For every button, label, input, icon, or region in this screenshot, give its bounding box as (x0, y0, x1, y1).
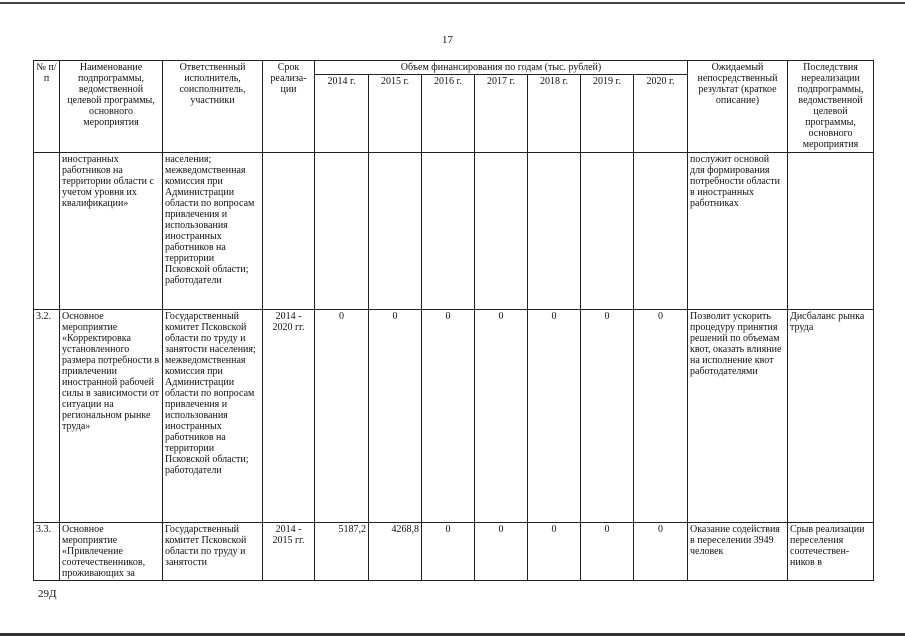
header-consequence: Последствия нереализации подпрограммы, ведомственной целевой программы, основного мероприятия (788, 61, 874, 153)
row-value: 0 (422, 310, 475, 523)
row-value (475, 153, 528, 310)
row-result: послужит основой для формирования потребности области в иностранных работниках (688, 153, 788, 310)
row-value: 0 (422, 523, 475, 581)
row-name: Основное мероприятие «Привлечение соотечественников, проживающих за (60, 523, 163, 581)
header-name: Наименование подпрограммы, ведомственной целевой программы, основного мероприятия (60, 61, 163, 153)
row-value: 0 (475, 310, 528, 523)
header-term: Срок реализа- ции (263, 61, 315, 153)
row-term: 2014 - 2015 гг. (263, 523, 315, 581)
row-value: 0 (528, 310, 581, 523)
header-funding: Объем финансирования по годам (тыс. рублей) (315, 61, 688, 75)
row-value (528, 153, 581, 310)
header-year: 2014 г. (315, 75, 369, 153)
row-executor: населения; межведомственная комиссия при Администрации области по вопросам привлечения и использования иностранных работников на территории Псковской области; работодатели (163, 153, 263, 310)
row-value (369, 153, 422, 310)
row-value: 0 (528, 523, 581, 581)
row-value: 0 (634, 310, 688, 523)
row-consequence (788, 153, 874, 310)
row-value: 0 (315, 310, 369, 523)
row-term (263, 153, 315, 310)
header-year: 2015 г. (369, 75, 422, 153)
row-executor: Государственный комитет Псковской области по труду и занятости населения; межведомственная комиссия при Администрации области по вопросам привлечения и использования иностранных работников на территории Псковской области; работодатели (163, 310, 263, 523)
row-value: 0 (475, 523, 528, 581)
header-executor: Ответственный исполнитель, соисполнитель, участники (163, 61, 263, 153)
footer-code: 29Д (38, 588, 57, 600)
row-value: 0 (369, 310, 422, 523)
row-executor: Государственный комитет Псковской области по труду и занятости (163, 523, 263, 581)
page-number: 17 (442, 34, 453, 46)
row-consequence: Дисбаланс рынка труда (788, 310, 874, 523)
scan-edge-top (0, 2, 905, 4)
row-result: Позволит ускорить процедуру принятия решений по объемам квот, оказать влияние на исполнение квот работодателями (688, 310, 788, 523)
row-value (581, 153, 634, 310)
program-table (33, 60, 874, 581)
row-term: 2014 - 2020 гг. (263, 310, 315, 523)
row-name: Основное мероприятие «Корректировка установленного размера потребности в привлечении иностранной рабочей силы в зависимости от ситуации на региональном рынке труда» (60, 310, 163, 523)
table-row (34, 523, 874, 581)
header-year: 2016 г. (422, 75, 475, 153)
header-year: 2020 г. (634, 75, 688, 153)
header-year: 2019 г. (581, 75, 634, 153)
row-value (315, 153, 369, 310)
row-consequence: Срыв реализации переселения соотечествен- ников в (788, 523, 874, 581)
scan-edge-bottom (0, 633, 905, 636)
row-value: 4268,8 (369, 523, 422, 581)
row-value: 0 (634, 523, 688, 581)
row-num (34, 153, 60, 310)
row-num: 3.2. (34, 310, 60, 523)
row-value: 0 (581, 523, 634, 581)
row-result: Оказание содействия в переселении 3949 человек (688, 523, 788, 581)
table-row (34, 310, 874, 523)
row-name: иностранных работников на территории области с учетом уровня их квалификации» (60, 153, 163, 310)
header-result: Ожидаемый непосредственный результат (краткое описание) (688, 61, 788, 153)
row-value (634, 153, 688, 310)
header-year: 2017 г. (475, 75, 528, 153)
header-row-1 (34, 61, 874, 75)
table-row (34, 153, 874, 310)
row-value (422, 153, 475, 310)
row-value: 0 (581, 310, 634, 523)
header-num: № п/п (34, 61, 60, 153)
row-value: 5187,2 (315, 523, 369, 581)
header-year: 2018 г. (528, 75, 581, 153)
row-num: 3.3. (34, 523, 60, 581)
